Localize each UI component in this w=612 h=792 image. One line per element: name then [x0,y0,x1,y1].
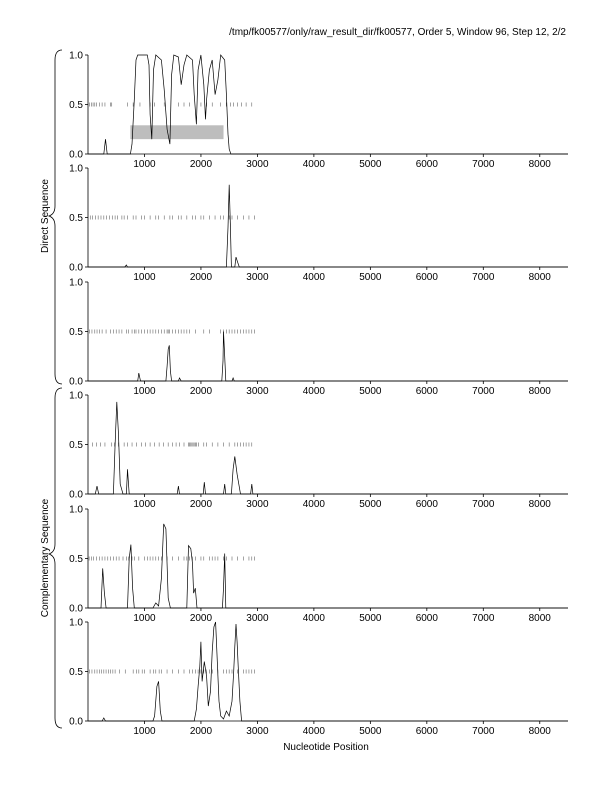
x-tick-label: 8000 [528,499,551,510]
x-tick-label: 6000 [415,726,438,737]
y-tick-label: 0.5 [69,440,83,451]
x-tick-label: 4000 [302,386,326,397]
coding-probability-line [88,402,568,494]
x-tick-label: 5000 [359,613,382,624]
y-tick-label: 0.5 [69,213,83,224]
coding-probability-line [88,622,568,721]
direct-strand-label: Direct Sequence [40,179,51,253]
x-tick-label: 2000 [189,159,213,170]
x-tick-label: 1000 [133,159,156,170]
x-tick-label: 3000 [246,386,269,397]
y-tick-label: 0.0 [69,149,83,161]
x-tick-label: 7000 [472,726,495,737]
x-tick-label: 5000 [359,272,382,283]
x-tick-label: 4000 [302,726,326,737]
x-tick-label: 2000 [189,499,213,510]
x-tick-label: 2000 [189,272,213,283]
x-tick-label: 6000 [415,613,438,624]
x-tick-label: 2000 [189,726,213,737]
y-tick-label: 1.0 [69,617,83,629]
x-tick-label: 7000 [472,613,495,624]
chart-panel-3 [69,278,568,398]
x-tick-label: 6000 [415,159,438,170]
x-tick-label: 4000 [302,613,326,624]
y-tick-label: 0.5 [69,667,83,678]
y-tick-label: 1.0 [69,163,83,175]
x-tick-label: 5000 [359,386,382,397]
y-tick-label: 1.0 [69,504,83,516]
panel-stack [69,51,568,738]
y-tick-label: 0.0 [69,603,83,615]
x-tick-label: 1000 [133,272,156,283]
x-tick-label: 4000 [302,159,326,170]
x-tick-label: 1000 [133,499,156,510]
y-tick-label: 0.5 [69,100,83,111]
x-tick-label: 3000 [246,613,269,624]
x-tick-label: 7000 [472,499,495,510]
y-tick-label: 1.0 [69,390,83,402]
x-tick-label: 3000 [246,159,269,170]
x-tick-label: 8000 [528,272,551,283]
y-tick-label: 0.0 [69,716,83,728]
x-tick-label: 5000 [359,499,382,510]
coding-probability-line [88,185,568,267]
chart-panel-6 [69,618,568,738]
y-tick-label: 1.0 [69,50,83,62]
x-tick-label: 3000 [246,499,269,510]
x-tick-label: 4000 [302,272,326,283]
x-tick-label: 3000 [246,272,269,283]
y-tick-label: 0.5 [69,554,83,565]
x-tick-label: 3000 [246,726,269,737]
coding-probability-line [88,524,568,608]
x-tick-label: 2000 [189,613,213,624]
x-tick-label: 2000 [189,386,213,397]
chart-panel-1 [69,51,568,171]
x-tick-label: 7000 [472,159,495,170]
x-tick-label: 1000 [133,613,156,624]
complementary-strand-label: Complementary Sequence [40,498,51,618]
x-axis-label: Nucleotide Position [283,742,369,753]
y-tick-label: 0.5 [69,327,83,338]
y-tick-label: 1.0 [69,277,83,289]
x-tick-label: 6000 [415,272,438,283]
x-tick-label: 1000 [133,386,156,397]
x-tick-label: 8000 [528,159,551,170]
coding-probability-line [88,332,568,382]
x-tick-label: 8000 [528,386,551,397]
y-tick-label: 0.0 [69,489,83,501]
y-tick-label: 0.0 [69,262,83,274]
x-tick-label: 4000 [302,499,326,510]
chart-panel-4 [69,391,568,511]
y-tick-label: 0.0 [69,376,83,388]
x-tick-label: 6000 [415,499,438,510]
chart-panel-2 [69,164,568,284]
coding-region-highlight [130,125,223,139]
x-tick-label: 8000 [528,613,551,624]
x-tick-label: 7000 [472,272,495,283]
x-tick-label: 7000 [472,386,495,397]
x-tick-label: 1000 [133,726,156,737]
x-tick-label: 5000 [359,159,382,170]
run-header: /tmp/fk00577/only/raw_result_dir/fk00577, Order 5, Window 96, Step 12, 2/2 [229,27,566,38]
x-tick-label: 8000 [528,726,551,737]
x-tick-label: 5000 [359,726,382,737]
x-tick-label: 6000 [415,386,438,397]
chart-panel-5 [69,505,568,625]
